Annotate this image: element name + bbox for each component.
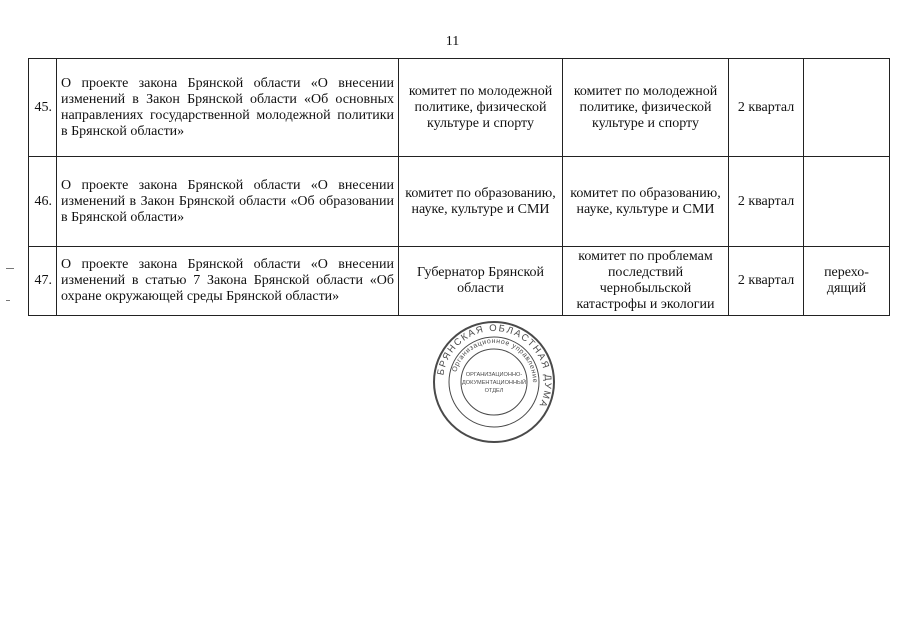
table-row xyxy=(29,59,890,157)
row-number: 47. xyxy=(29,247,57,316)
stamp-center-line: ОРГАНИЗАЦИОННО- xyxy=(465,372,523,378)
row-term: 2 квартал xyxy=(729,157,804,247)
row-title: О проекте закона Брянской области «О внесении изменений в Закон Брянской области «Об образовании в Брянской области» xyxy=(57,157,399,247)
table-row xyxy=(29,157,890,247)
row-number: 45. xyxy=(29,59,57,157)
row-number: 46. xyxy=(29,157,57,247)
row-responsible: комитет по молодежной политике, физической культуре и спорту xyxy=(563,59,729,157)
row-initiator: комитет по образованию, науке, культуре и СМИ xyxy=(399,157,563,247)
stamp-center-line: ДОКУМЕНТАЦИОННЫЙ xyxy=(462,380,526,386)
row-responsible: комитет по проблемам последствий чернобыльской катастрофы и экологии xyxy=(563,247,729,316)
row-title: О проекте закона Брянской области «О внесении изменений в статью 7 Закона Брянской области «Об охране окружающей среды Брянской области» xyxy=(57,247,399,316)
page-number: 11 xyxy=(445,34,460,49)
organization-stamp xyxy=(432,320,556,444)
margin-mark xyxy=(6,300,10,301)
row-term: 2 квартал xyxy=(729,59,804,157)
row-initiator: Губернатор Брянской области xyxy=(399,247,563,316)
stamp-ring-text: Организационное управление xyxy=(451,337,539,384)
row-responsible: комитет по образованию, науке, культуре и СМИ xyxy=(563,157,729,247)
row-note xyxy=(804,59,890,157)
stamp-center-line: ОТДЕЛ xyxy=(484,388,504,394)
row-note: перехо-дящий xyxy=(804,247,890,316)
plan-table xyxy=(28,58,890,316)
stamp-outer-text: БРЯНСКАЯ ОБЛАСТНАЯ ДУМА xyxy=(435,322,554,410)
row-term: 2 квартал xyxy=(729,247,804,316)
row-initiator: комитет по молодежной политике, физической культуре и спорту xyxy=(399,59,563,157)
table-row xyxy=(29,247,890,316)
row-note xyxy=(804,157,890,247)
margin-mark xyxy=(6,268,14,269)
row-title: О проекте закона Брянской области «О внесении изменений в Закон Брянской области «Об основных направлениях государственной молодежной политики в Брянской области» xyxy=(57,59,399,157)
